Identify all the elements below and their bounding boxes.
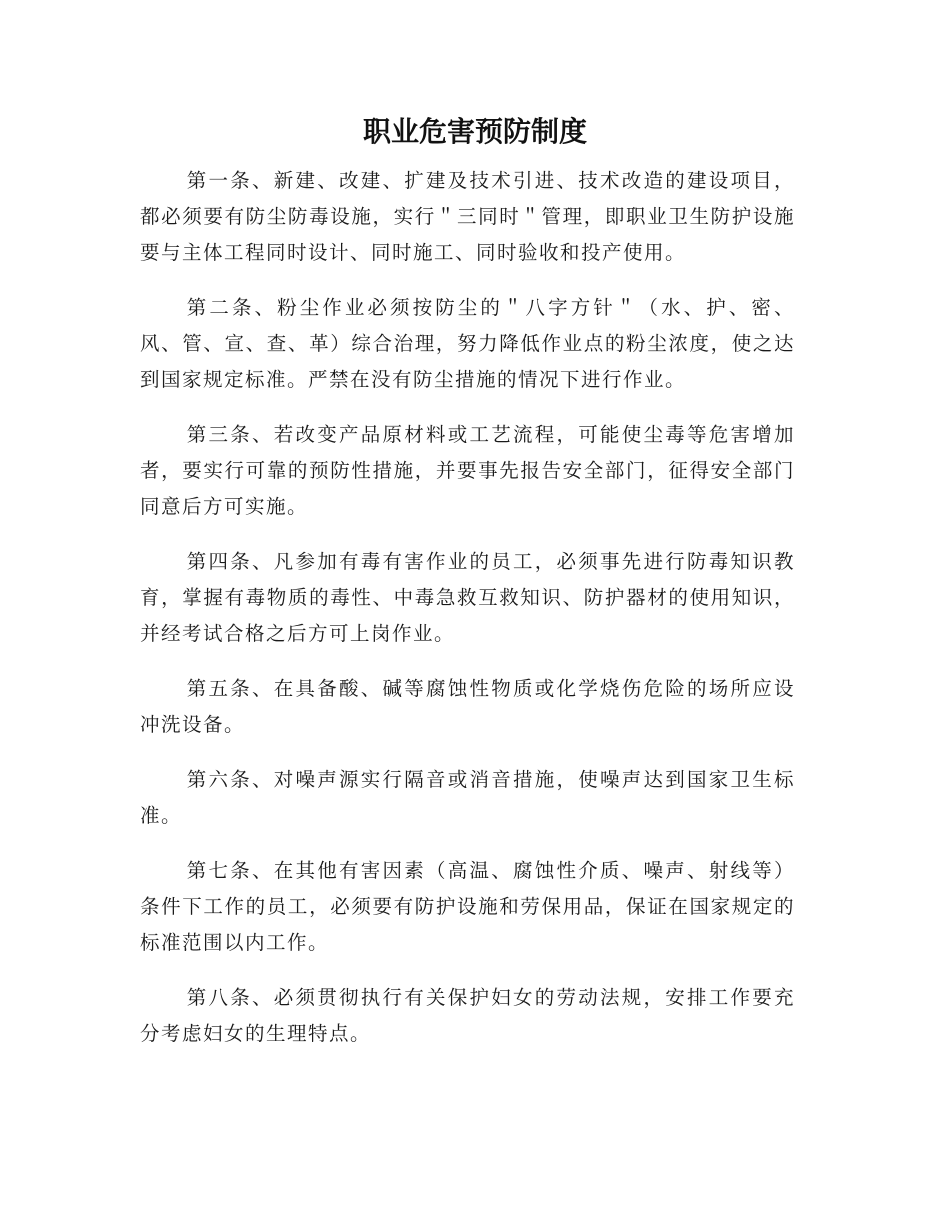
document-body — [140, 163, 795, 1071]
article-2: 第二条、粉尘作业必须按防尘的＂八字方针＂（水、护、密、风、管、宣、查、革）综合治理，努力降低作业点的粉尘浓度，使之达到国家规定标准。严禁在没有防尘措施的情况下进行作业。 — [140, 296, 795, 391]
article-5: 第五条、在具备酸、碱等腐蚀性物质或化学烧伤危险的场所应设冲洗设备。 — [140, 677, 795, 736]
article-1: 第一条、新建、改建、扩建及技术引进、技术改造的建设项目，都必须要有防尘防毒设施，实行＂三同时＂管理，即职业卫生防护设施要与主体工程同时设计、同时施工、同时验收和投产使用。 — [140, 169, 795, 264]
article-3: 第三条、若改变产品原材料或工艺流程，可能使尘毒等危害增加者，要实行可靠的预防性措施，并要事先报告安全部门，征得安全部门同意后方可实施。 — [140, 423, 795, 518]
article-4: 第四条、凡参加有毒有害作业的员工，必须事先进行防毒知识教育，掌握有毒物质的毒性、中毒急救互救知识、防护器材的使用知识，并经考试合格之后方可上岗作业。 — [140, 550, 795, 645]
article-7: 第七条、在其他有害因素（高温、腐蚀性介质、噪声、射线等）条件下工作的员工，必须要有防护设施和劳保用品，保证在国家规定的标准范围以内工作。 — [140, 859, 795, 954]
article-8: 第八条、必须贯彻执行有关保护妇女的劳动法规，安排工作要充分考虑妇女的生理特点。 — [140, 986, 795, 1045]
document-title: 职业危害预防制度 — [362, 115, 587, 148]
article-6: 第六条、对噪声源实行隔音或消音措施，使噪声达到国家卫生标准。 — [140, 768, 795, 827]
